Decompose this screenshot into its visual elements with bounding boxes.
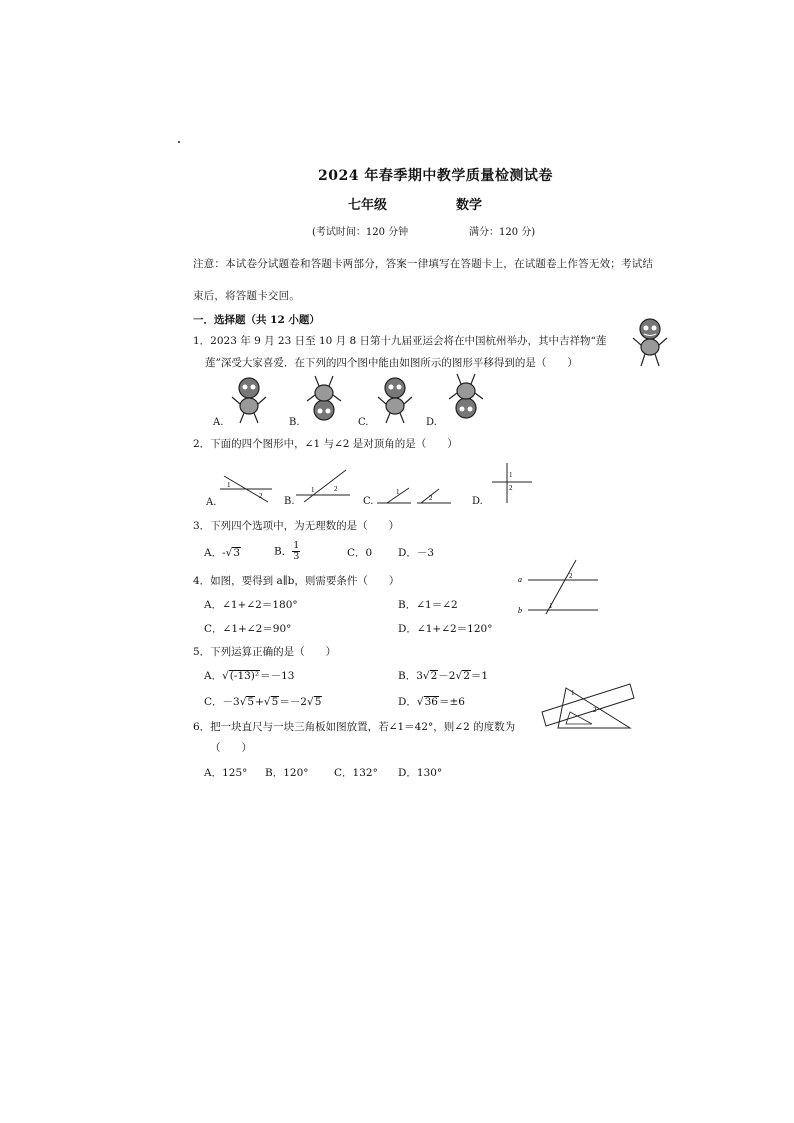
q2-stem: 2．下面的四个图形中，∠1 与∠2 是对顶角的是（ ） <box>193 438 458 450</box>
q1-option-c-figure <box>376 375 414 425</box>
q4-option-d[interactable]: D．∠1+∠2＝120° <box>398 623 493 635</box>
radical-sign: √ <box>263 696 271 708</box>
mascot-reference-figure <box>630 316 670 368</box>
q1-option-b[interactable]: B. <box>289 417 300 428</box>
q6-ruler-triangle-figure <box>540 676 636 732</box>
q4-angle-2-label: 2 <box>569 572 573 580</box>
q2-b-angle-2: 2 <box>334 485 338 493</box>
q3-option-c[interactable]: C．0 <box>347 547 373 559</box>
q6-angle-1-label: 1 <box>571 689 575 697</box>
q1-option-d[interactable]: D. <box>426 417 437 428</box>
q5-b-radicand-1: 2 <box>430 670 438 682</box>
q5-b-result: ＝1 <box>470 670 489 682</box>
q5-c-label: C．－3 <box>204 696 240 708</box>
q3-b-denominator: 3 <box>293 551 300 562</box>
radical-sign: √ <box>225 547 233 559</box>
q5-d-label: D． <box>398 696 417 708</box>
q6-angle-2-label: 2 <box>593 706 597 714</box>
q6-option-c[interactable]: C．132° <box>334 767 378 779</box>
q4-parallel-lines-figure <box>516 558 600 616</box>
q1-option-b-figure <box>305 375 343 425</box>
q6-option-d[interactable]: D．130° <box>398 767 443 779</box>
q1-option-c[interactable]: C. <box>358 417 369 428</box>
q3-b-label: B． <box>274 545 293 558</box>
q2-d-angle-1: 1 <box>509 471 513 479</box>
q2-b-angle-1: 1 <box>311 486 315 494</box>
q2-c-angle-2: 2 <box>429 494 433 502</box>
q3-a-radicand: 3 <box>233 547 241 559</box>
q5-option-b[interactable] <box>398 668 488 683</box>
q3-option-a[interactable] <box>204 545 241 560</box>
q2-a-angle-2: 2 <box>259 492 263 500</box>
q3-a-minus: - <box>222 547 226 559</box>
q5-b-label: B．3 <box>398 670 423 682</box>
q5-b-minus: －2 <box>438 670 456 682</box>
q6-line-2: （ ） <box>210 742 252 754</box>
q4-stem: 4．如图，要得到 a∥b，则需要条件（ ） <box>193 575 400 587</box>
grade-label: 七年级 <box>348 198 388 213</box>
notice-line-1: 注意：本试卷分试题卷和答题卡两部分，答案一律填写在答题卡上，在试题卷上作答无效；考试结 <box>193 258 654 270</box>
full-score: 满分：120 分) <box>469 227 536 238</box>
q1-option-d-figure <box>446 373 486 423</box>
q2-figure-c <box>375 484 453 506</box>
q5-option-d[interactable] <box>398 694 465 709</box>
subject-label: 数学 <box>456 198 483 213</box>
q2-figure-d <box>490 462 534 504</box>
q2-option-d[interactable]: D. <box>472 496 483 507</box>
radical-sign: √ <box>416 696 424 708</box>
q4-option-a[interactable]: A．∠1+∠2＝180° <box>204 599 298 611</box>
radical-sign: √ <box>455 670 463 682</box>
q1-option-a-figure <box>230 375 268 425</box>
q5-a-result: ＝－13 <box>260 670 295 682</box>
notice-line-2: 束后，将答题卡交回。 <box>193 290 300 302</box>
q2-figure-b <box>294 468 352 504</box>
q5-a-radicand: (-13)² <box>229 670 260 682</box>
exam-title: 2024 年春季期中教学质量检测试卷 <box>318 168 553 184</box>
q5-c-equals: ＝－2 <box>279 696 307 708</box>
radical-sign: √ <box>239 696 247 708</box>
q3-option-d[interactable]: D．－3 <box>398 547 435 559</box>
q5-option-a[interactable] <box>204 668 294 683</box>
q3-a-label: A． <box>204 547 223 559</box>
q2-c-angle-1: 1 <box>396 488 400 496</box>
q3-b-fraction <box>292 541 300 562</box>
q1-line-1: 1．2023 年 9 月 23 日至 10 月 8 日第十九届亚运会将在中国杭州举办，其中吉祥物“莲 <box>193 335 607 347</box>
radical-sign: √ <box>222 670 229 682</box>
q2-option-c[interactable]: C. <box>363 496 374 507</box>
q6-option-b[interactable]: B．120° <box>265 767 309 779</box>
section-heading: 一．选择题（共 12 小题） <box>193 314 320 326</box>
radical-sign: √ <box>422 670 430 682</box>
q1-line-2: 莲”深受大家喜爱．在下列的四个图中能由如图所示的图形平移得到的是（ ） <box>205 357 578 369</box>
q2-a-angle-1: 1 <box>227 481 231 489</box>
q6-line-1: 6．把一块直尺与一块三角板如图放置，若∠1＝42°，则∠2 的度数为 <box>193 721 516 733</box>
q1-option-a[interactable]: A. <box>213 417 224 428</box>
q2-option-a[interactable]: A. <box>206 497 217 508</box>
q3-stem: 3．下列四个选项中，为无理数的是（ ） <box>193 520 400 532</box>
q3-b-numerator: 1 <box>293 540 300 551</box>
exam-time: (考试时间：120 分钟 <box>312 227 409 238</box>
q5-d-radicand: 36 <box>424 696 438 708</box>
q5-c-plus: + <box>255 696 264 708</box>
q4-option-c[interactable]: C．∠1+∠2＝90° <box>204 623 292 635</box>
scan-speck <box>178 141 180 143</box>
q4-angle-1-label: 1 <box>549 602 553 610</box>
q5-c-radicand-2: 5 <box>271 696 279 708</box>
q3-option-b[interactable] <box>274 541 300 562</box>
q4-option-b[interactable]: B．∠1＝∠2 <box>398 599 458 611</box>
q5-b-radicand-2: 2 <box>463 670 470 682</box>
q5-d-result: ＝±6 <box>439 696 465 708</box>
q4-line-a-label: a <box>518 575 522 584</box>
q2-option-b[interactable]: B. <box>284 496 295 507</box>
q2-d-angle-2: 2 <box>509 484 513 492</box>
q5-stem: 5．下列运算正确的是（ ） <box>193 646 337 658</box>
q2-figure-a <box>218 470 274 506</box>
q5-c-radicand-1: 5 <box>247 696 255 708</box>
q5-option-c[interactable] <box>204 694 322 709</box>
radical-sign: √ <box>307 696 314 708</box>
q4-line-b-label: b <box>518 606 522 615</box>
q5-c-radicand-3: 5 <box>314 696 322 708</box>
q6-option-a[interactable]: A．125° <box>204 767 248 779</box>
q5-a-label: A． <box>204 670 223 682</box>
